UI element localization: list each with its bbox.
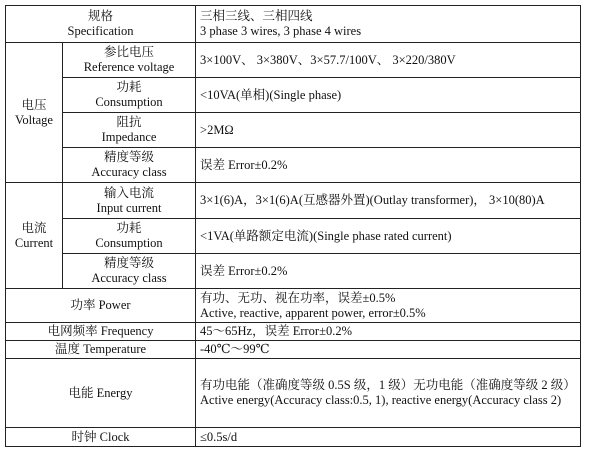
power-label-cell: [6, 289, 196, 323]
temperature-label-cell: [6, 341, 196, 359]
param-label-en: Impedance: [101, 130, 157, 144]
clock-value-cell: [196, 428, 581, 447]
spec-label-zh: 规格: [88, 9, 114, 23]
frequency-label-cell: [6, 323, 196, 341]
energy-value-en: Active energy(Accuracy class:0.5, 1), reactive energy(Accuracy class 2): [200, 393, 562, 407]
param-label-en: Accuracy class: [91, 165, 167, 179]
param-value-cell: [196, 78, 581, 113]
param-label-en: Input current: [96, 200, 162, 215]
temperature-value: -40℃～99℃: [200, 342, 270, 356]
param-value-cell: [196, 183, 581, 219]
spec-label-en: Specification: [67, 24, 134, 38]
current-accuracy-value: 误差 Error±0.2%: [200, 263, 288, 278]
param-label-cell: [63, 113, 196, 148]
frequency-value: 45～65Hz，误差 Error±0.2%: [200, 324, 352, 338]
table-row: [6, 289, 581, 323]
energy-label: 电能 Energy: [68, 385, 133, 400]
table-row: [6, 183, 581, 219]
spec-value-en: 3 phase 3 wires, 3 phase 4 wires: [200, 24, 362, 38]
param-label-zh: 参比电压: [104, 45, 155, 59]
spec-value-zh: 三相三线、三相四线: [200, 9, 313, 23]
frequency-value-cell: [196, 323, 581, 341]
voltage-label-zh: 电压: [21, 97, 47, 112]
power-value-zh: 有功、无功、视在功率，误差±0.5%: [200, 290, 396, 305]
param-label-cell: [63, 183, 196, 219]
temperature-value-cell: [196, 341, 581, 359]
specification-table: [5, 5, 581, 447]
table-row: [6, 254, 581, 289]
power-label: 功率 Power: [70, 298, 131, 312]
current-group-cell: [6, 183, 63, 289]
impedance-value: >2MΩ: [200, 122, 234, 137]
clock-label: 时钟 Clock: [71, 429, 130, 444]
power-value-cell: [196, 289, 581, 323]
table-row: [6, 78, 581, 113]
param-label-zh: 功耗: [116, 221, 142, 235]
param-label-cell: [63, 78, 196, 113]
param-label-cell: [63, 219, 196, 254]
param-label-en: Reference voltage: [83, 60, 175, 74]
param-value-cell: [196, 148, 581, 183]
table-row: [6, 341, 581, 359]
current-label-zh: 电流: [21, 220, 47, 235]
table-row: [6, 359, 581, 428]
param-label-cell: [63, 254, 196, 289]
reference-voltage-value: 3×100V、 3×380V、3×57.7/100V、 3×220/380V: [200, 52, 456, 67]
param-label-cell: [63, 43, 196, 78]
voltage-group-cell: [6, 43, 63, 183]
param-label-zh: 精度等级: [104, 256, 155, 270]
spec-value-cell: [196, 6, 581, 43]
table-row: [6, 148, 581, 183]
param-value-cell: [196, 219, 581, 254]
param-label-zh: 阻抗: [116, 115, 142, 129]
voltage-consumption-value: <10VA(单相)(Single phase): [200, 87, 342, 102]
voltage-accuracy-value: 误差 Error±0.2%: [200, 157, 288, 172]
power-value-en: Active, reactive, apparent power, error±0.5%: [200, 305, 426, 320]
table-row: [6, 323, 581, 341]
clock-value: ≤0.5s/d: [200, 429, 238, 444]
param-label-zh: 输入电流: [104, 185, 155, 200]
param-label-en: Accuracy class: [91, 271, 167, 285]
energy-value-zh: 有功电能（准确度等级 0.5S 级，1 级）无功电能（准确度等级 2 级）: [200, 378, 576, 392]
input-current-value: 3×1(6)A，3×1(6)A(互感器外置)(Outlay transformer)， 3×10(80)A: [200, 193, 545, 207]
param-value-cell: [196, 43, 581, 78]
param-value-cell: [196, 254, 581, 289]
energy-label-cell: [6, 359, 196, 428]
table-row: [6, 428, 581, 447]
table-row: [6, 6, 581, 43]
current-label-en: Current: [14, 235, 54, 250]
table-row: [6, 113, 581, 148]
current-consumption-value: <1VA(单路额定电流)(Single phase rated current): [200, 228, 452, 243]
param-label-en: Consumption: [95, 236, 163, 250]
table-row: [6, 219, 581, 254]
table-row: [6, 43, 581, 78]
param-label-cell: [63, 148, 196, 183]
spec-label-cell: [6, 6, 196, 43]
temperature-label: 温度 Temperature: [54, 342, 147, 356]
frequency-label: 电网频率 Frequency: [47, 324, 154, 338]
voltage-label-en: Voltage: [15, 112, 53, 127]
param-value-cell: [196, 113, 581, 148]
param-label-zh: 精度等级: [104, 150, 155, 164]
energy-value-cell: [196, 359, 581, 428]
param-label-zh: 功耗: [116, 80, 142, 94]
param-label-en: Consumption: [95, 95, 163, 109]
clock-label-cell: [6, 428, 196, 447]
